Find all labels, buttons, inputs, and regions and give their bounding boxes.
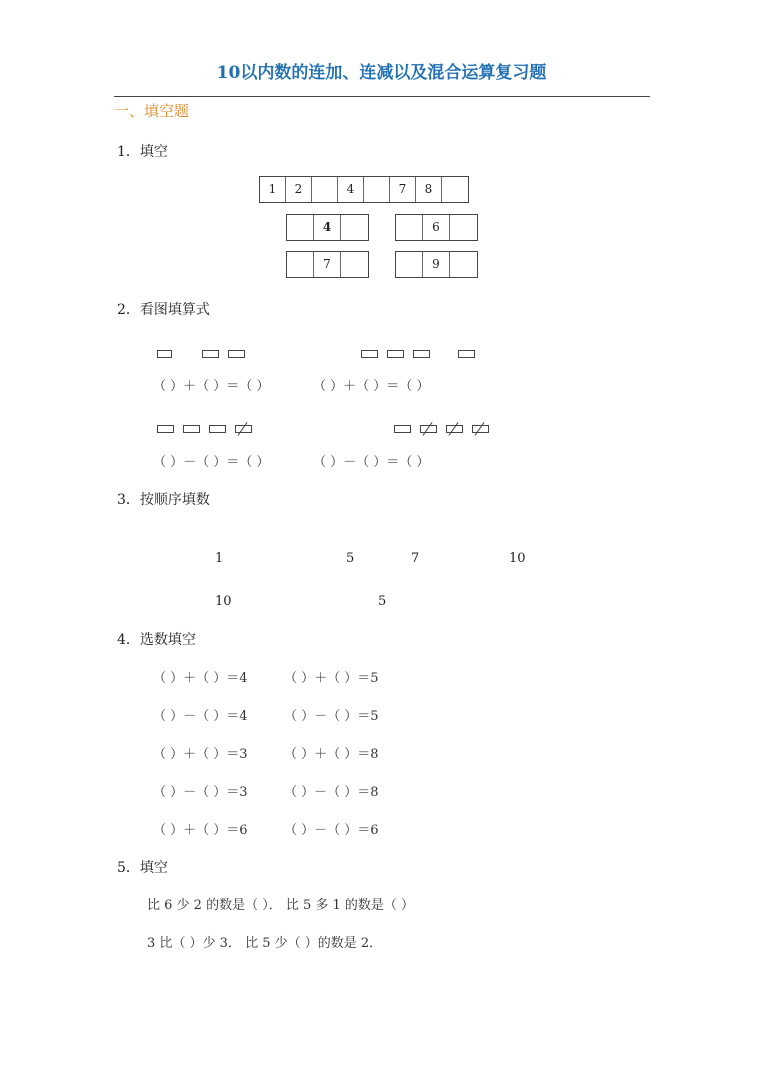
number-cell[interactable] bbox=[287, 252, 314, 277]
page-title: 10以内数的连加、连减以及混合运算复习题 bbox=[216, 63, 547, 83]
equation-add-right[interactable]: （ ）＋（ ）＝（ ） bbox=[313, 379, 430, 394]
number-cell[interactable] bbox=[364, 177, 390, 202]
section-heading: 一、填空题 bbox=[114, 102, 190, 120]
sequence-number: 5 bbox=[378, 594, 387, 609]
number-cell[interactable]: 4 bbox=[314, 215, 341, 240]
block-icon bbox=[209, 425, 226, 433]
number-cell[interactable]: 8 bbox=[416, 177, 442, 202]
number-cell[interactable]: 1 bbox=[260, 177, 286, 202]
number-box-d bbox=[395, 251, 478, 278]
choice-equation[interactable]: （ ）－（ ）＝5 bbox=[284, 709, 379, 724]
picture-group-add-left bbox=[157, 343, 249, 362]
block-icon bbox=[394, 425, 411, 433]
block-icon bbox=[157, 425, 174, 433]
question-3-heading: 3．按顺序填数 bbox=[117, 492, 210, 508]
number-box-a bbox=[286, 214, 369, 241]
fill-blank-line[interactable]: 3 比（ ）少 3． 比 5 少（ ）的数是 2． bbox=[147, 936, 383, 951]
number-cell[interactable] bbox=[442, 177, 468, 202]
sequence-number: 10 bbox=[509, 551, 526, 566]
picture-group-sub-right bbox=[394, 418, 493, 437]
choice-equation[interactable]: （ ）＋（ ）＝5 bbox=[284, 671, 379, 686]
sequence-number: 5 bbox=[346, 551, 355, 566]
crossed-block-icon bbox=[235, 425, 252, 433]
fill-blank-line[interactable]: 比 6 少 2 的数是（ ）． 比 5 多 1 的数是（ ） bbox=[147, 898, 415, 913]
block-icon bbox=[228, 350, 245, 358]
title-divider bbox=[114, 96, 650, 97]
block-icon bbox=[361, 350, 378, 358]
sequence-number: 10 bbox=[215, 594, 232, 609]
crossed-block-icon bbox=[420, 425, 437, 433]
number-cell[interactable] bbox=[396, 215, 423, 240]
question-2-heading: 2．看图填算式 bbox=[117, 302, 210, 318]
number-cell[interactable]: 2 bbox=[286, 177, 312, 202]
block-icon bbox=[202, 350, 219, 358]
choice-equation[interactable]: （ ）－（ ）＝4 bbox=[153, 709, 248, 724]
block-icon bbox=[183, 425, 200, 433]
question-4-heading: 4．选数填空 bbox=[117, 632, 196, 648]
picture-group-sub-left bbox=[157, 418, 256, 437]
number-row-top bbox=[259, 176, 469, 203]
number-box-b bbox=[395, 214, 478, 241]
question-1-heading: 1．填空 bbox=[117, 144, 168, 160]
number-cell[interactable]: 6 bbox=[423, 215, 450, 240]
number-cell[interactable]: 9 bbox=[423, 252, 450, 277]
block-icon bbox=[387, 350, 404, 358]
choice-equation[interactable]: （ ）＋（ ）＝6 bbox=[153, 823, 248, 838]
choice-equation[interactable]: （ ）＋（ ）＝8 bbox=[284, 747, 379, 762]
equation-add-left[interactable]: （ ）＋（ ）＝（ ） bbox=[153, 379, 270, 394]
sequence-number: 1 bbox=[215, 551, 224, 566]
number-cell[interactable]: 7 bbox=[314, 252, 341, 277]
number-box-c bbox=[286, 251, 369, 278]
number-cell[interactable] bbox=[450, 215, 477, 240]
equation-sub-right[interactable]: （ ）－（ ）＝（ ） bbox=[313, 455, 430, 470]
block-icon bbox=[157, 350, 172, 358]
number-cell[interactable] bbox=[312, 177, 338, 202]
block-icon bbox=[458, 350, 475, 358]
choice-equation[interactable]: （ ）－（ ）＝3 bbox=[153, 785, 248, 800]
crossed-block-icon bbox=[446, 425, 463, 433]
block-icon bbox=[413, 350, 430, 358]
number-cell[interactable] bbox=[450, 252, 477, 277]
sequence-number: 7 bbox=[411, 551, 420, 566]
number-cell[interactable] bbox=[341, 215, 368, 240]
choice-equation[interactable]: （ ）－（ ）＝8 bbox=[284, 785, 379, 800]
number-cell[interactable]: 7 bbox=[390, 177, 416, 202]
crossed-block-icon bbox=[472, 425, 489, 433]
number-cell[interactable] bbox=[287, 215, 314, 240]
choice-equation[interactable]: （ ）－（ ）＝6 bbox=[284, 823, 379, 838]
choice-equation[interactable]: （ ）＋（ ）＝3 bbox=[153, 747, 248, 762]
number-cell[interactable] bbox=[341, 252, 368, 277]
number-cell[interactable]: 4 bbox=[338, 177, 364, 202]
question-5-heading: 5．填空 bbox=[117, 860, 168, 876]
equation-sub-left[interactable]: （ ）－（ ）＝（ ） bbox=[153, 455, 270, 470]
number-cell[interactable] bbox=[396, 252, 423, 277]
choice-equation[interactable]: （ ）＋（ ）＝4 bbox=[153, 671, 248, 686]
picture-group-add-right bbox=[361, 343, 479, 362]
